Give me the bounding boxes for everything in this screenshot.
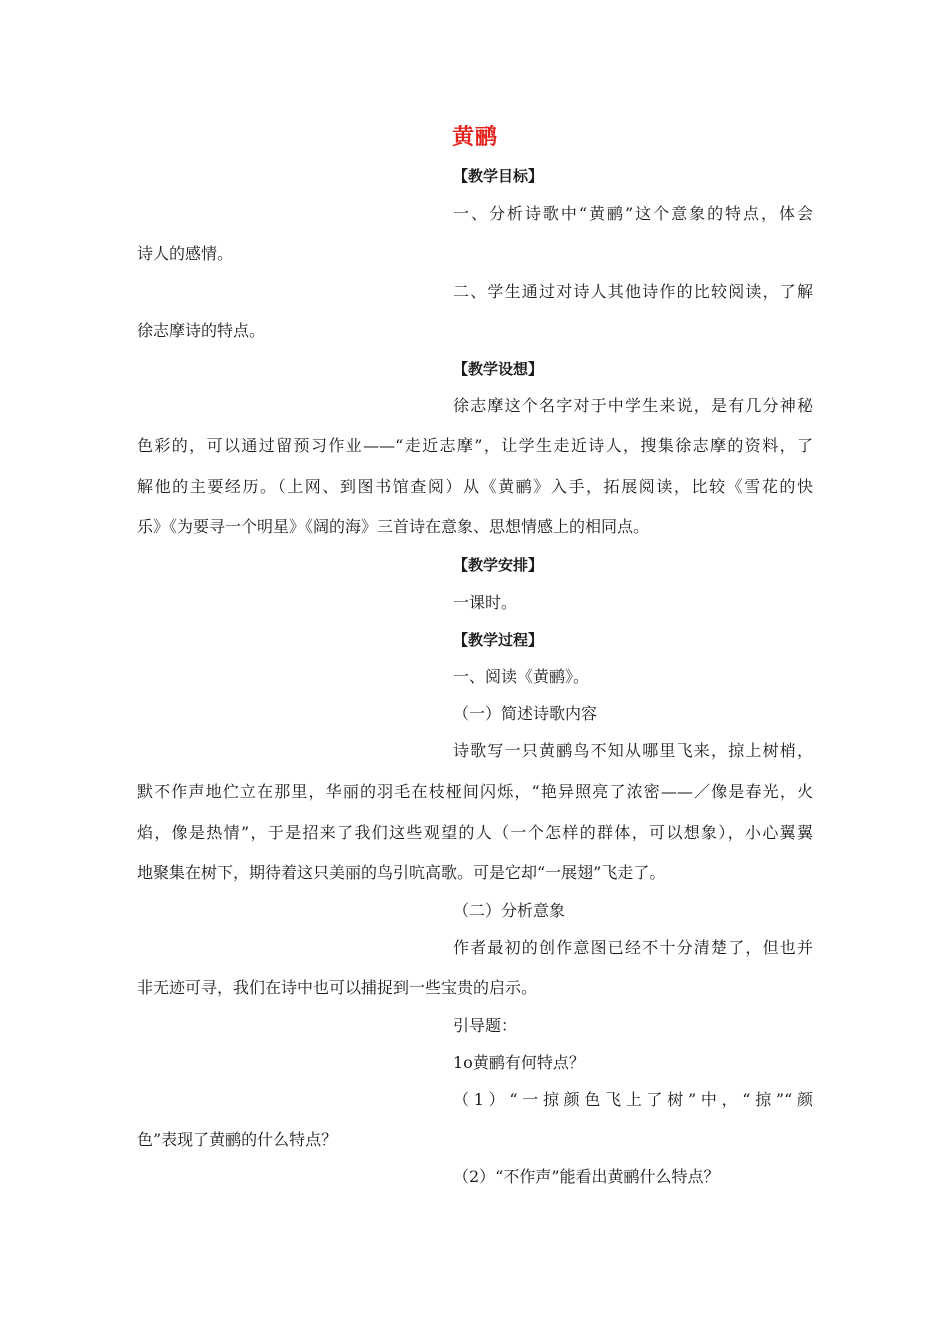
idea-line-3: 解他的主要经历。（上网、到图书馆查阅）从《黄鹂》入手，拓展阅读，比较《雪花的快 (137, 477, 813, 496)
guide-label: 引导题： (453, 1016, 518, 1035)
process-sub-1: （一）简述诗歌内容 (453, 704, 598, 723)
process-paragraph-2-line-1: 作者最初的创作意图已经不十分清楚了，但也并 (453, 938, 813, 957)
heading-teaching-arrangement: 【教学安排】 (453, 556, 544, 574)
question-1b: （2）“不作声”能看出黄鹂什么特点？ (453, 1167, 720, 1186)
idea-line-4: 乐》《为要寻一个明星》《阔的海》三首诗在意象、思想情感上的相同点。 (137, 517, 650, 536)
arrangement-line: 一课时。 (453, 593, 518, 612)
goal-1-line-2: 诗人的感情。 (137, 244, 234, 263)
process-paragraph-1-line-2: 默不作声地伫立在那里，华丽的羽毛在枝桠间闪烁，“艳异照亮了浓密——／像是春光，火 (137, 782, 813, 801)
process-paragraph-2-line-2: 非无迹可寻，我们在诗中也可以捕捉到一些宝贵的启示。 (137, 978, 538, 997)
process-paragraph-1-line-4: 地聚集在树下，期待着这只美丽的鸟引吭高歌。可是它却“一展翅”飞走了。 (137, 863, 666, 882)
goal-1-line-1: 一、分析诗歌中“黄鹂”这个意象的特点，体会 (453, 204, 813, 223)
process-paragraph-1-line-1: 诗歌写一只黄鹂鸟不知从哪里飞来，掠上树梢， (453, 741, 813, 760)
page-title: 黄鹂 (451, 125, 498, 150)
heading-teaching-process: 【教学过程】 (453, 631, 544, 649)
idea-line-1: 徐志摩这个名字对于中学生来说，是有几分神秘 (453, 396, 813, 415)
idea-line-2: 色彩的，可以通过留预习作业——“走近志摩”，让学生走近诗人，搜集徐志摩的资料，了 (137, 436, 813, 455)
goal-2-line-2: 徐志摩诗的特点。 (137, 321, 266, 340)
question-1: 1o黄鹂有何特点？ (453, 1053, 585, 1072)
process-sub-2: （二）分析意象 (453, 901, 566, 920)
process-step-1: 一、阅读《黄鹂》。 (453, 667, 590, 686)
process-paragraph-1-line-3: 焰，像是热情”，于是招来了我们这些观望的人（一个怎样的群体，可以想象），小心翼翼 (137, 823, 813, 842)
question-1a-line-1: （1）“一掠颜色飞上了树”中，“掠”“颜 (453, 1090, 813, 1109)
heading-teaching-idea: 【教学设想】 (453, 360, 544, 378)
question-1a-line-2: 色”表现了黄鹂的什么特点？ (137, 1130, 338, 1149)
heading-teaching-goals: 【教学目标】 (453, 167, 544, 185)
goal-2-line-1: 二、学生通过对诗人其他诗作的比较阅读，了解 (453, 282, 813, 301)
